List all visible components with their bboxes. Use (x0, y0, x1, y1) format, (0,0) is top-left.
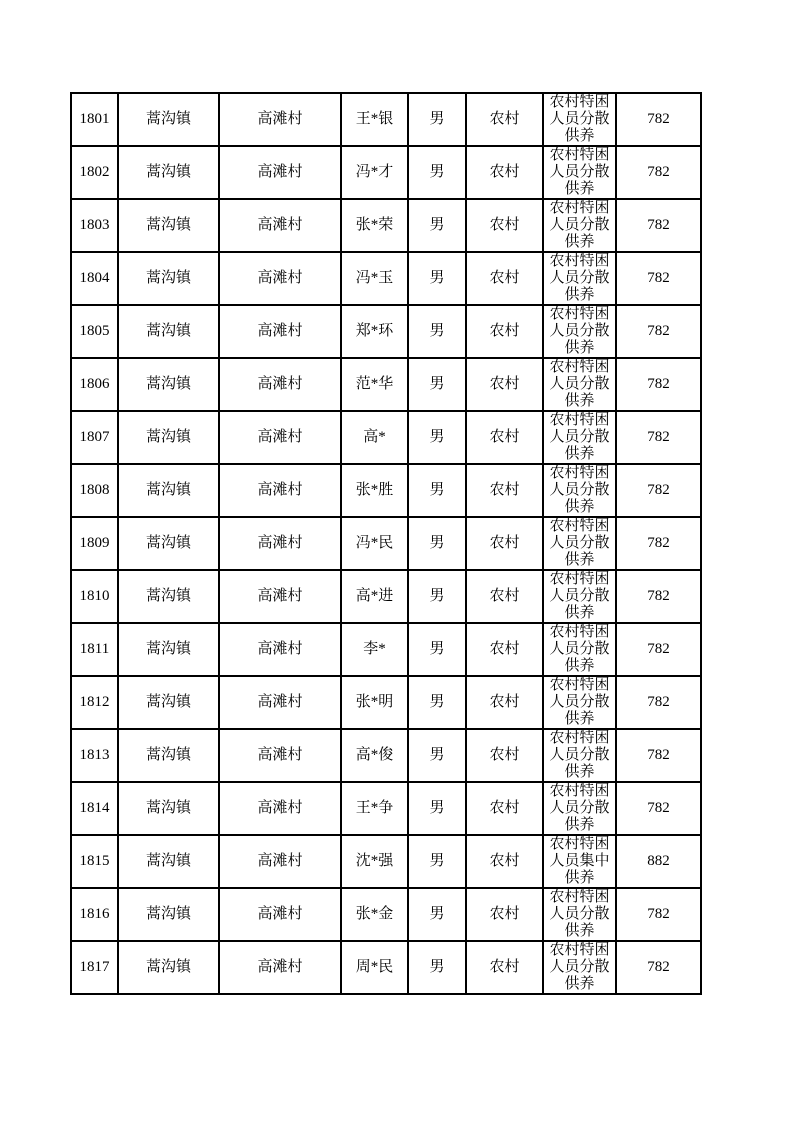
cell-area-type: 农村 (466, 252, 543, 305)
cell-assistance-category: 农村特困人员分散供养 (543, 252, 616, 305)
table-row (71, 411, 701, 464)
cell-town-name: 蒿沟镇 (118, 199, 219, 252)
cell-subsidy-amount: 782 (616, 676, 701, 729)
cell-assistance-category: 农村特困人员分散供养 (543, 305, 616, 358)
cell-town-name: 蒿沟镇 (118, 676, 219, 729)
cell-subsidy-amount: 782 (616, 146, 701, 199)
cell-town-name: 蒿沟镇 (118, 517, 219, 570)
cell-sequence-number: 1816 (71, 888, 118, 941)
cell-village-name: 高滩村 (219, 888, 341, 941)
cell-area-type: 农村 (466, 676, 543, 729)
cell-town-name: 蒿沟镇 (118, 782, 219, 835)
cell-person-name: 张*明 (341, 676, 408, 729)
cell-village-name: 高滩村 (219, 146, 341, 199)
cell-assistance-category: 农村特困人员分散供养 (543, 570, 616, 623)
cell-sequence-number: 1810 (71, 570, 118, 623)
cell-assistance-category: 农村特困人员分散供养 (543, 464, 616, 517)
cell-area-type: 农村 (466, 464, 543, 517)
cell-gender: 男 (408, 941, 466, 994)
cell-assistance-category: 农村特困人员分散供养 (543, 199, 616, 252)
cell-subsidy-amount: 782 (616, 888, 701, 941)
cell-area-type: 农村 (466, 93, 543, 146)
table-row (71, 305, 701, 358)
cell-gender: 男 (408, 729, 466, 782)
cell-area-type: 农村 (466, 146, 543, 199)
cell-person-name: 冯*玉 (341, 252, 408, 305)
cell-area-type: 农村 (466, 835, 543, 888)
cell-assistance-category: 农村特困人员分散供养 (543, 782, 616, 835)
cell-area-type: 农村 (466, 517, 543, 570)
cell-person-name: 张*胜 (341, 464, 408, 517)
table-row (71, 676, 701, 729)
cell-subsidy-amount: 782 (616, 305, 701, 358)
cell-gender: 男 (408, 517, 466, 570)
table-row (71, 570, 701, 623)
table-body (71, 93, 701, 994)
cell-person-name: 高* (341, 411, 408, 464)
cell-subsidy-amount: 782 (616, 570, 701, 623)
cell-gender: 男 (408, 411, 466, 464)
cell-subsidy-amount: 782 (616, 199, 701, 252)
cell-town-name: 蒿沟镇 (118, 464, 219, 517)
cell-person-name: 冯*民 (341, 517, 408, 570)
cell-gender: 男 (408, 676, 466, 729)
cell-sequence-number: 1802 (71, 146, 118, 199)
cell-village-name: 高滩村 (219, 252, 341, 305)
cell-sequence-number: 1803 (71, 199, 118, 252)
cell-area-type: 农村 (466, 199, 543, 252)
cell-subsidy-amount: 882 (616, 835, 701, 888)
cell-area-type: 农村 (466, 411, 543, 464)
cell-sequence-number: 1812 (71, 676, 118, 729)
table-row (71, 464, 701, 517)
cell-gender: 男 (408, 305, 466, 358)
table-row (71, 517, 701, 570)
cell-town-name: 蒿沟镇 (118, 729, 219, 782)
table-row (71, 146, 701, 199)
cell-area-type: 农村 (466, 358, 543, 411)
cell-sequence-number: 1808 (71, 464, 118, 517)
cell-person-name: 高*进 (341, 570, 408, 623)
table-row (71, 93, 701, 146)
cell-village-name: 高滩村 (219, 570, 341, 623)
cell-gender: 男 (408, 199, 466, 252)
cell-person-name: 张*金 (341, 888, 408, 941)
cell-gender: 男 (408, 464, 466, 517)
cell-village-name: 高滩村 (219, 199, 341, 252)
cell-subsidy-amount: 782 (616, 464, 701, 517)
cell-gender: 男 (408, 252, 466, 305)
cell-assistance-category: 农村特困人员分散供养 (543, 146, 616, 199)
cell-assistance-category: 农村特困人员分散供养 (543, 623, 616, 676)
cell-person-name: 王*银 (341, 93, 408, 146)
cell-gender: 男 (408, 146, 466, 199)
cell-gender: 男 (408, 623, 466, 676)
cell-sequence-number: 1801 (71, 93, 118, 146)
cell-gender: 男 (408, 93, 466, 146)
cell-sequence-number: 1811 (71, 623, 118, 676)
cell-gender: 男 (408, 888, 466, 941)
cell-area-type: 农村 (466, 888, 543, 941)
cell-gender: 男 (408, 570, 466, 623)
cell-person-name: 冯*才 (341, 146, 408, 199)
cell-sequence-number: 1805 (71, 305, 118, 358)
cell-town-name: 蒿沟镇 (118, 570, 219, 623)
cell-town-name: 蒿沟镇 (118, 835, 219, 888)
table-row (71, 941, 701, 994)
cell-assistance-category: 农村特困人员分散供养 (543, 411, 616, 464)
cell-gender: 男 (408, 835, 466, 888)
cell-area-type: 农村 (466, 782, 543, 835)
cell-person-name: 郑*环 (341, 305, 408, 358)
cell-sequence-number: 1815 (71, 835, 118, 888)
table-row (71, 252, 701, 305)
table-row (71, 782, 701, 835)
cell-town-name: 蒿沟镇 (118, 358, 219, 411)
cell-subsidy-amount: 782 (616, 729, 701, 782)
cell-village-name: 高滩村 (219, 305, 341, 358)
cell-village-name: 高滩村 (219, 676, 341, 729)
cell-subsidy-amount: 782 (616, 93, 701, 146)
cell-village-name: 高滩村 (219, 93, 341, 146)
cell-person-name: 张*荣 (341, 199, 408, 252)
cell-person-name: 李* (341, 623, 408, 676)
table-row (71, 199, 701, 252)
cell-town-name: 蒿沟镇 (118, 941, 219, 994)
cell-person-name: 范*华 (341, 358, 408, 411)
cell-area-type: 农村 (466, 623, 543, 676)
cell-assistance-category: 农村特困人员分散供养 (543, 941, 616, 994)
cell-assistance-category: 农村特困人员分散供养 (543, 517, 616, 570)
cell-assistance-category: 农村特困人员分散供养 (543, 676, 616, 729)
table-row (71, 623, 701, 676)
cell-village-name: 高滩村 (219, 464, 341, 517)
cell-subsidy-amount: 782 (616, 782, 701, 835)
cell-subsidy-amount: 782 (616, 252, 701, 305)
cell-sequence-number: 1804 (71, 252, 118, 305)
cell-area-type: 农村 (466, 941, 543, 994)
cell-village-name: 高滩村 (219, 358, 341, 411)
cell-village-name: 高滩村 (219, 782, 341, 835)
table-row (71, 888, 701, 941)
cell-subsidy-amount: 782 (616, 411, 701, 464)
cell-town-name: 蒿沟镇 (118, 305, 219, 358)
table-row (71, 729, 701, 782)
cell-area-type: 农村 (466, 729, 543, 782)
cell-sequence-number: 1809 (71, 517, 118, 570)
cell-village-name: 高滩村 (219, 517, 341, 570)
cell-subsidy-amount: 782 (616, 623, 701, 676)
cell-sequence-number: 1813 (71, 729, 118, 782)
table-row (71, 358, 701, 411)
cell-village-name: 高滩村 (219, 835, 341, 888)
cell-gender: 男 (408, 782, 466, 835)
cell-town-name: 蒿沟镇 (118, 252, 219, 305)
cell-subsidy-amount: 782 (616, 941, 701, 994)
cell-area-type: 农村 (466, 570, 543, 623)
cell-area-type: 农村 (466, 305, 543, 358)
cell-village-name: 高滩村 (219, 623, 341, 676)
cell-assistance-category: 农村特困人员集中供养 (543, 835, 616, 888)
cell-person-name: 王*争 (341, 782, 408, 835)
cell-town-name: 蒿沟镇 (118, 623, 219, 676)
cell-sequence-number: 1807 (71, 411, 118, 464)
cell-subsidy-amount: 782 (616, 358, 701, 411)
cell-town-name: 蒿沟镇 (118, 146, 219, 199)
cell-person-name: 周*民 (341, 941, 408, 994)
cell-subsidy-amount: 782 (616, 517, 701, 570)
cell-gender: 男 (408, 358, 466, 411)
table-row (71, 835, 701, 888)
cell-person-name: 高*俊 (341, 729, 408, 782)
cell-village-name: 高滩村 (219, 729, 341, 782)
cell-sequence-number: 1817 (71, 941, 118, 994)
subsidy-recipient-table (70, 92, 702, 995)
cell-town-name: 蒿沟镇 (118, 411, 219, 464)
cell-assistance-category: 农村特困人员分散供养 (543, 888, 616, 941)
cell-assistance-category: 农村特困人员分散供养 (543, 729, 616, 782)
cell-assistance-category: 农村特困人员分散供养 (543, 93, 616, 146)
cell-town-name: 蒿沟镇 (118, 888, 219, 941)
cell-sequence-number: 1814 (71, 782, 118, 835)
cell-village-name: 高滩村 (219, 411, 341, 464)
cell-sequence-number: 1806 (71, 358, 118, 411)
cell-village-name: 高滩村 (219, 941, 341, 994)
cell-assistance-category: 农村特困人员分散供养 (543, 358, 616, 411)
cell-person-name: 沈*强 (341, 835, 408, 888)
cell-town-name: 蒿沟镇 (118, 93, 219, 146)
